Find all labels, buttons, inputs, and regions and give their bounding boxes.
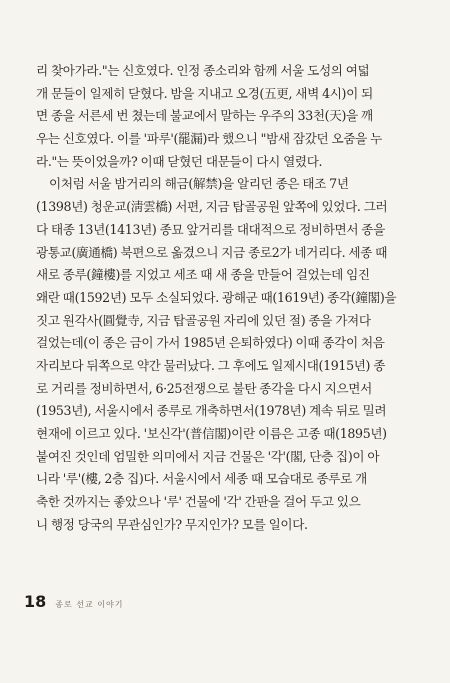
running-title: 종로 선교 이야기: [55, 600, 124, 609]
paragraph-1: [36, 60, 424, 173]
page-number: 18: [24, 592, 47, 611]
text-line: 광통교(廣通橋) 북편으로 옮겼으니 지금 종로2가 네거리다. 세종 때: [36, 244, 388, 260]
text-line: 리 찾아가라."는 신호였다. 인정 종소리와 함께 서울 도성의 여덟: [36, 63, 370, 78]
text-line: 면 종을 서른세 번 쳤는데 불교에서 말하는 우주의 33천(天)을 깨: [36, 108, 373, 124]
text-line: (1398년) 청운교(淸雲橋) 서편, 지금 탑골공원 앞쪽에 있었다. 그러: [36, 199, 388, 215]
text-line: 자리보다 뒤쪽으로 약간 물러났다. 그 후에도 일제시대(1915년) 종: [36, 357, 386, 373]
text-line: 왜란 때(1592년) 모두 소실되었다. 광해군 때(1619년) 종각(鐘閣)을: [36, 289, 397, 305]
text-line: 축한 것까지는 좋았으나 '루' 건물에 '각' 간판을 걸어 두고 있으: [36, 494, 361, 510]
text-line: 다 태종 13년(1413년) 종묘 앞거리를 대대적으로 정비하면서 종을: [36, 221, 385, 237]
text-line: (1953년), 서울시에서 종루로 개축하면서(1978년) 계속 뒤로 밀려: [36, 403, 387, 419]
text-line: 로 거리를 정비하면서, 6·25전쟁으로 불탄 종각을 다시 지으면서: [36, 380, 372, 396]
text-line: 개 문들이 일제히 닫혔다. 밤을 지내고 오경(五更, 새벽 4시)이 되: [36, 85, 373, 101]
text-line: 라."는 뜻이었을까? 이때 닫혔던 대문들이 다시 열렸다.: [36, 153, 323, 169]
text-line: 짓고 원각사(圓覺寺, 지금 탑골공원 자리에 있던 절) 종을 가져다: [36, 312, 371, 328]
text-line: 니라 '루'(樓, 2층 집)다. 서울시에서 세종 때 모습대로 종루로 개: [36, 471, 367, 487]
text-line: 이처럼 서울 밤거리의 해금(解禁)을 알리던 종은 태조 7년: [49, 176, 349, 192]
text-line: 현재에 이르고 있다. '보신각'(普信閣)이란 이름은 고종 때(1895년): [36, 426, 387, 441]
text-line: 걸었는데(이 종은 금이 가서 1985년 은퇴하였다) 이때 종각이 처음: [36, 335, 385, 351]
body-text: [36, 60, 424, 536]
paragraph-2: [36, 173, 424, 536]
text-line: 니 행정 당국의 무관심인가? 무지인가? 모를 일이다.: [36, 516, 308, 532]
text-line: 우는 신호였다. 이를 '파루'(罷漏)라 했으니 "밤새 잠갔던 오줌을 누: [36, 131, 382, 147]
page-footer: [24, 592, 123, 614]
text-line: 붙여진 것인데 엄밀한 의미에서 지금 건물은 '각'(閣, 단층 집)이 아: [36, 448, 380, 464]
text-line: 새로 종루(鐘樓)를 지었고 세조 때 새 종을 만들어 걸었는데 임진: [36, 267, 370, 283]
